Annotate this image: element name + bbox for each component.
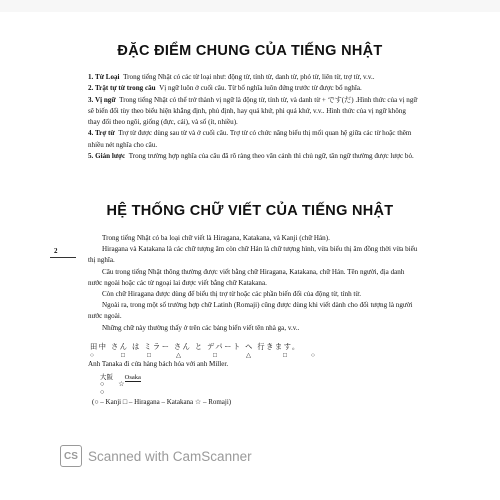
list-item [88,151,418,162]
item-text: Trong tiếng Nhật có các từ loại như: động từ, tính từ, danh từ, phó từ, liên từ, trợ từ, v.v.. [123,73,375,81]
kanji-mark-icon: ○ [311,352,315,359]
hiragana-mark-icon: □ [213,352,217,359]
list-item [88,128,418,151]
section-title-characteristics: ĐẶC ĐIỂM CHUNG CỦA TIẾNG NHẬT [117,43,383,59]
section-title-writing-system: HỆ THỐNG CHỮ VIẾT CỦA TIẾNG NHẬT [106,203,394,219]
katakana-mark-icon: △ [176,352,181,359]
kanji-mark-icon: ○ [90,352,94,359]
list-item [88,95,418,129]
page-number: 2 [54,247,58,255]
item-label: 5. Giản lược [88,152,126,161]
writing-system-paragraphs [88,233,418,334]
kanji-mark-icon: ○ [100,388,105,396]
watermark-text: Scanned with CamScanner [88,448,252,464]
scan-edge [0,0,500,12]
item-text: Trợ từ được dùng sau từ và ở cuối câu. Trợ từ có chức năng biểu thị mối quan hệ giữa các từ hoặc thêm nhiều nét nghĩa cho câu. [88,129,412,149]
list-item [88,83,418,94]
example-translation: Anh Tanaka đi cửa hàng bách hóa với anh Miller. [88,360,229,368]
hiragana-mark-icon: □ [283,352,287,359]
kanji-mark-icon: ○ [100,380,105,388]
list-item [88,72,418,83]
paragraph: Trong tiếng Nhật có ba loại chữ viết là Hiragana, Katakana, và Kanji (chữ Hán). [102,234,330,242]
item-label: 4. Trợ từ [88,129,115,138]
example-japanese-sentence: 田中 さん は ミラー さん と デパート へ 行きます。 [90,343,301,351]
symbol-legend: (○ – Kanji □ – Hiragana – Katakana ☆ – Romaji) [92,398,232,406]
camscanner-logo-icon: CS [60,445,82,467]
katakana-mark-icon: △ [246,352,251,359]
item-label: 2. Trật tự từ trong câu [88,84,156,93]
page-number-rule [50,257,76,258]
romaji-mark-icon: ☆ [118,380,125,388]
item-text: Trong trường hợp nghĩa của câu đã rõ ràng theo văn cảnh thì chủ ngữ, tân ngữ thường được lược bỏ. [128,152,414,161]
paragraph: Hiragana và Katakana là các chữ tượng âm còn chữ Hán là chữ tượng hình, vừa biểu thị âm đồng thời vừa biểu thị nghĩa. [88,245,418,265]
item-text: Trong tiếng Nhật có thể trở thành vị ngữ là động từ, tính từ, và danh từ + です(だ) .Hình thức của vị ngữ sẽ biến đổi tùy theo biểu hiện khẳng định, phủ định, hay quá khứ, phi quá khứ, v.v.. Hình thức của vị ngữ không thay đổi theo ngôi, giống (đực, cái), và số (ít, nhiều). [88,95,418,127]
paragraph: Những chữ này thường thấy ở trên các bảng biển viết tên nhà ga, v.v.. [102,323,300,332]
example-marks [100,380,125,396]
item-label: 1. Từ Loại [88,73,120,81]
characteristics-list [88,72,418,162]
hiragana-mark-icon: □ [147,352,151,359]
scanner-watermark [60,445,252,467]
place-name-kanji: 大阪 [100,374,113,381]
item-label: 3. Vị ngữ [88,95,116,104]
place-name-romaji: Osaka [124,374,141,381]
paragraph: Ngoài ra, trong một số trường hợp chữ Latinh (Romaji) cũng được dùng khi viết dành cho đối tượng là người nước ngoài. [88,301,413,321]
paragraph: Còn chữ Hiragana được dùng để biểu thị trợ từ hoặc các phần biến đổi của động từ, tính từ. [102,290,361,299]
paragraph: Câu trong tiếng Nhật thông thường được viết bằng chữ Hiragana, Katakana, chữ Hán. Tên người, địa danh nước ngoài hoặc các từ ngoại lai được viết bằng chữ Katakana. [88,267,405,287]
item-text: Vị ngữ luôn ở cuối câu. Từ bổ nghĩa luôn đứng trước từ được bổ nghĩa. [159,84,362,93]
hiragana-mark-icon: □ [121,352,125,359]
